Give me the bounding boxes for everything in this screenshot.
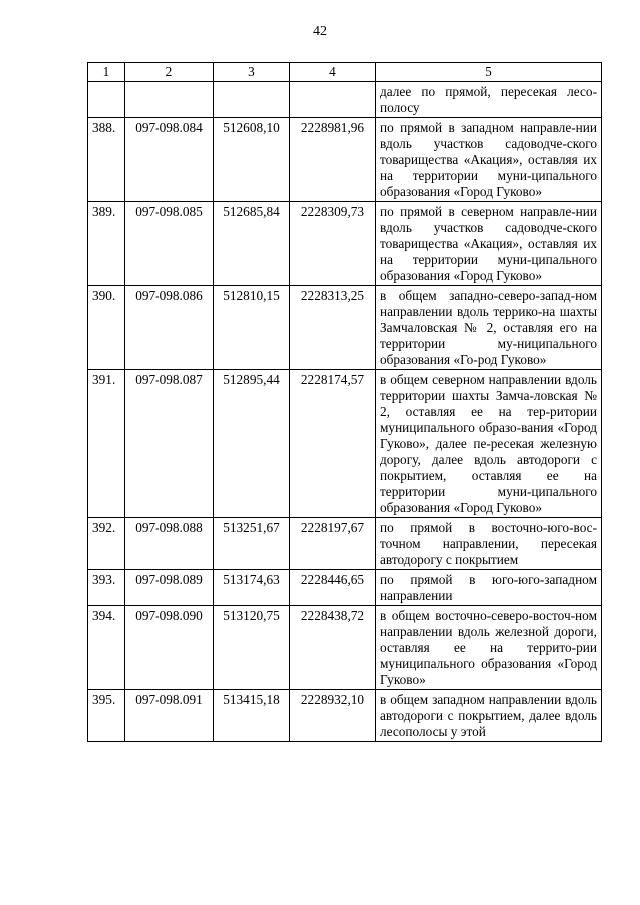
header-col-1: 1 bbox=[88, 63, 125, 82]
boundary-description: в общем восточно-северо-восточ-ном направлении вдоль железной дороги, оставляя ее на террито-рии муниципального образования «Город Гуково» bbox=[376, 606, 602, 690]
row-number bbox=[88, 82, 125, 118]
coordinate-x: 513251,67 bbox=[214, 518, 290, 570]
table-row bbox=[88, 202, 602, 286]
boundary-description: по прямой в западном направле-нии вдоль участков садоводче-ского товарищества «Акация», оставляя их на территории муни-ципального образования «Город Гуково» bbox=[376, 118, 602, 202]
coordinate-x: 513174,63 bbox=[214, 570, 290, 606]
row-number: 392. bbox=[88, 518, 125, 570]
table-row bbox=[88, 690, 602, 742]
table-row bbox=[88, 286, 602, 370]
boundary-table bbox=[87, 62, 602, 742]
point-code: 097-098.084 bbox=[125, 118, 214, 202]
point-code: 097-098.089 bbox=[125, 570, 214, 606]
table-row bbox=[88, 370, 602, 518]
point-code: 097-098.090 bbox=[125, 606, 214, 690]
boundary-description: по прямой в северном направле-нии вдоль участков садоводче-ского товарищества «Акация», оставляя их на территории муни-ципального образования «Город Гуково» bbox=[376, 202, 602, 286]
coordinate-x bbox=[214, 82, 290, 118]
row-number: 393. bbox=[88, 570, 125, 606]
coordinate-y: 2228446,65 bbox=[290, 570, 376, 606]
header-row bbox=[88, 63, 602, 82]
coordinate-y: 2228438,72 bbox=[290, 606, 376, 690]
page-number: 42 bbox=[313, 24, 327, 39]
point-code bbox=[125, 82, 214, 118]
coordinate-x: 513415,18 bbox=[214, 690, 290, 742]
header-col-2: 2 bbox=[125, 63, 214, 82]
coordinate-y: 2228932,10 bbox=[290, 690, 376, 742]
table-row bbox=[88, 570, 602, 606]
table-row bbox=[88, 606, 602, 690]
table-row bbox=[88, 82, 602, 118]
row-number: 388. bbox=[88, 118, 125, 202]
row-number: 394. bbox=[88, 606, 125, 690]
coordinate-y: 2228981,96 bbox=[290, 118, 376, 202]
coordinate-x: 512810,15 bbox=[214, 286, 290, 370]
table-header bbox=[88, 63, 602, 82]
table-row bbox=[88, 518, 602, 570]
coordinate-y: 2228313,25 bbox=[290, 286, 376, 370]
point-code: 097-098.085 bbox=[125, 202, 214, 286]
coordinate-y: 2228174,57 bbox=[290, 370, 376, 518]
table-row bbox=[88, 118, 602, 202]
row-number: 390. bbox=[88, 286, 125, 370]
header-col-5: 5 bbox=[376, 63, 602, 82]
row-number: 391. bbox=[88, 370, 125, 518]
coordinate-x: 512895,44 bbox=[214, 370, 290, 518]
boundary-description: по прямой в юго-юго-западном направлении bbox=[376, 570, 602, 606]
point-code: 097-098.088 bbox=[125, 518, 214, 570]
coordinate-x: 512608,10 bbox=[214, 118, 290, 202]
boundary-description: в общем западном направлении вдоль автодороги с покрытием, далее вдоль лесополосы у этой bbox=[376, 690, 602, 742]
boundary-description: в общем северном направлении вдоль территории шахты Замча-ловская № 2, оставляя ее на тер-ритории муниципального образо-вания «Город Гуково», далее пе-ресекая железную дорогу, далее вдоль автодороги с покрытием, оставляя ее на территории муни-ципального образования «Город Гуково» bbox=[376, 370, 602, 518]
coordinate-y: 2228309,73 bbox=[290, 202, 376, 286]
header-col-4: 4 bbox=[290, 63, 376, 82]
point-code: 097-098.087 bbox=[125, 370, 214, 518]
boundary-description: далее по прямой, пересекая лесо-полосу bbox=[376, 82, 602, 118]
boundary-description: по прямой в восточно-юго-вос-точном направлении, пересекая автодорогу с покрытием bbox=[376, 518, 602, 570]
coordinate-y: 2228197,67 bbox=[290, 518, 376, 570]
coordinate-x: 512685,84 bbox=[214, 202, 290, 286]
point-code: 097-098.091 bbox=[125, 690, 214, 742]
coordinate-y bbox=[290, 82, 376, 118]
coordinate-x: 513120,75 bbox=[214, 606, 290, 690]
boundary-description: в общем западно-северо-запад-ном направлении вдоль террико-на шахты Замчаловская № 2, оставляя его на территории му-ниципального образования «Го-род Гуково» bbox=[376, 286, 602, 370]
header-col-3: 3 bbox=[214, 63, 290, 82]
row-number: 389. bbox=[88, 202, 125, 286]
row-number: 395. bbox=[88, 690, 125, 742]
point-code: 097-098.086 bbox=[125, 286, 214, 370]
table-body bbox=[88, 82, 602, 742]
